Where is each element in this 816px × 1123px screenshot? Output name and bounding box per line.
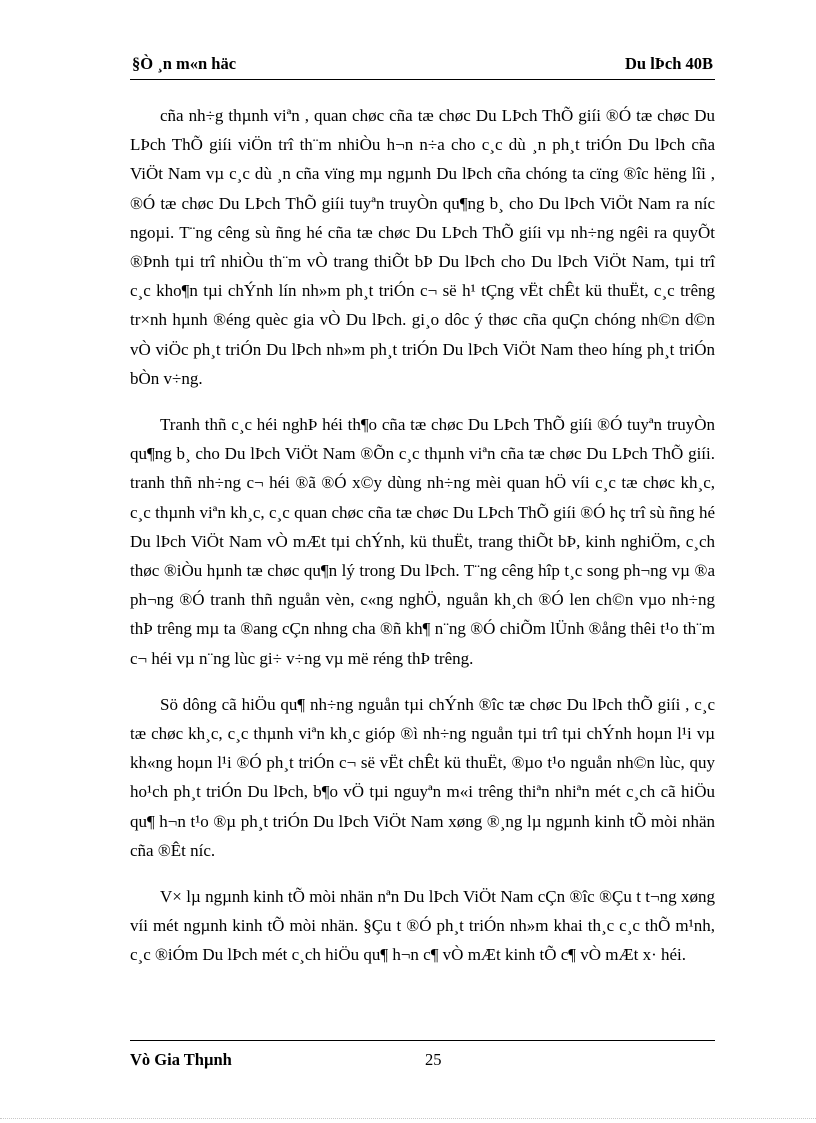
footer-divider bbox=[130, 1040, 715, 1041]
paragraph-2: Tranh thñ c¸c héi nghÞ héi th¶o cña tæ chøc Du LÞch ThÕ giíi ®Ó tuyªn truyÒn qu¶ng b¸ cho Du lÞch ViÖt Nam ®Õn c¸c thµnh viªn cña tæ chøc Du LÞch ThÕ giíi. tranh thñ nh÷ng c¬ héi ®ã ®Ó x©y dùng nh÷ng mèi quan hÖ víi c¸c tæ chøc kh¸c, c¸c thµnh viªn kh¸c, c¸c quan chøc cña tæ chøc Du LÞch ThÕ giíi ®Ó hç trî sù ñng hé Du lÞch ViÖt Nam vÒ mÆt tµi chÝnh, kü thuËt, trang thiÕt bÞ, kinh nghiÖm, c¸ch thøc ®iÒu hµnh tæ chøc qu¶n lý trong Du lÞch. T¨ng cêng hîp t¸c song ph¬ng vµ ®a ph¬ng ®Ó tranh thñ nguån vèn, c«ng nghÖ, nguån kh¸ch ®Ó len ch©n vµo nh÷ng thÞ trêng mµ ta ®ang cÇn nhng cha ®ñ kh¶ n¨ng ®Ó chiÕm lÜnh ®ång thêi t¹o th¨m c¬ héi vµ n¨ng lùc gi÷ v÷ng vµ më réng thÞ trêng. bbox=[130, 415, 715, 668]
paragraph-1: cña nh÷g thµnh viªn , quan chøc cña tæ chøc Du LÞch ThÕ giíi ®Ó tæ chøc Du LÞch ThÕ giíi viÖn trî th¨m nhiÒu h¬n n÷a cho c¸c dù ¸n ph¸t triÓn Du lÞch cña ViÖt Nam vµ c¸c dù ¸n cña vïng mµ ngµnh Du lÞch cña chóng ta cïng ®îc hëng lîi , ®Ó tæ chøc Du LÞch ThÕ giíi tuyªn truyÒn qu¶ng b¸ cho Du lÞch ViÖt Nam ra níc ngoµi. T¨ng cêng sù ñng hé cña tæ chøc Du LÞch ThÕ giíi vµ nh÷ng ngêi ra quyÕt ®Þnh tµi trî nhiÒu th¨m vÒ trang thiÕt bÞ Du lÞch cho Du lÞch ViÖt Nam, tµi trî c¸c kho¶n tµi chÝnh lín nh»m ph¸t triÓn c¬ së h¹ tÇng vËt chÊt kü thuËt, c¸c trêng tr×nh hµnh ®éng quèc gia vÒ Du lÞch. gi¸o dôc ý thøc cña quÇn chóng nh©n d©n vÒ viÖc ph¸t triÓn Du lÞch nh»m ph¸t triÓn Du lÞch ViÖt Nam theo híng ph¸t triÓn bÒn v÷ng. bbox=[130, 106, 715, 388]
paragraph-4: V× lµ ngµnh kinh tÕ mòi nhän nªn Du lÞch ViÖt Nam cÇn ®îc ®Çu t t¬ng xøng víi mét ngµnh kinh tÕ mòi nhän. §Çu t ®Ó ph¸t triÓn nh»m khai th¸c c¸c thÕ m¹nh, c¸c ®iÓm Du lÞch mét c¸ch hiÖu qu¶ h¬n c¶ vÒ mÆt kinh tÕ c¶ vÒ mÆt x· héi. bbox=[130, 887, 715, 965]
page-header bbox=[130, 50, 715, 80]
header-class-name: Du lÞch 40B bbox=[624, 54, 713, 73]
header-course-title: §Ò ¸n m«n häc bbox=[132, 54, 237, 73]
page-number: 25 bbox=[425, 1050, 442, 1069]
paragraph-3: Sö dông cã hiÖu qu¶ nh÷ng nguån tµi chÝnh ®îc tæ chøc Du lÞch thÕ giíi , c¸c tæ chøc kh¸c, c¸c thµnh viªn kh¸c gióp ®ì nh÷ng nguån tµi trî tµi chÝnh hoµn l¹i vµ kh«ng hoµn l¹i ®Ó ph¸t triÓn c¬ së vËt chÊt kü thuËt, ®µo t¹o nguån nh©n lùc, quy ho¹ch ph¸t triÓn Du lÞch, b¶o vÖ tµi nguyªn m«i trêng thiªn nhiªn mét c¸ch cã hiÖu qu¶ h¬n t¹o ®µ ph¸t triÓn Du lÞch ViÖt Nam xøng ®¸ng lµ ngµnh kinh tÕ mòi nhän cña ®Êt níc. bbox=[130, 694, 715, 860]
page-edge bbox=[0, 1118, 816, 1119]
footer-author: Vò Gia Thµnh bbox=[130, 1050, 232, 1069]
header-divider bbox=[130, 79, 715, 80]
document-body bbox=[130, 101, 715, 987]
